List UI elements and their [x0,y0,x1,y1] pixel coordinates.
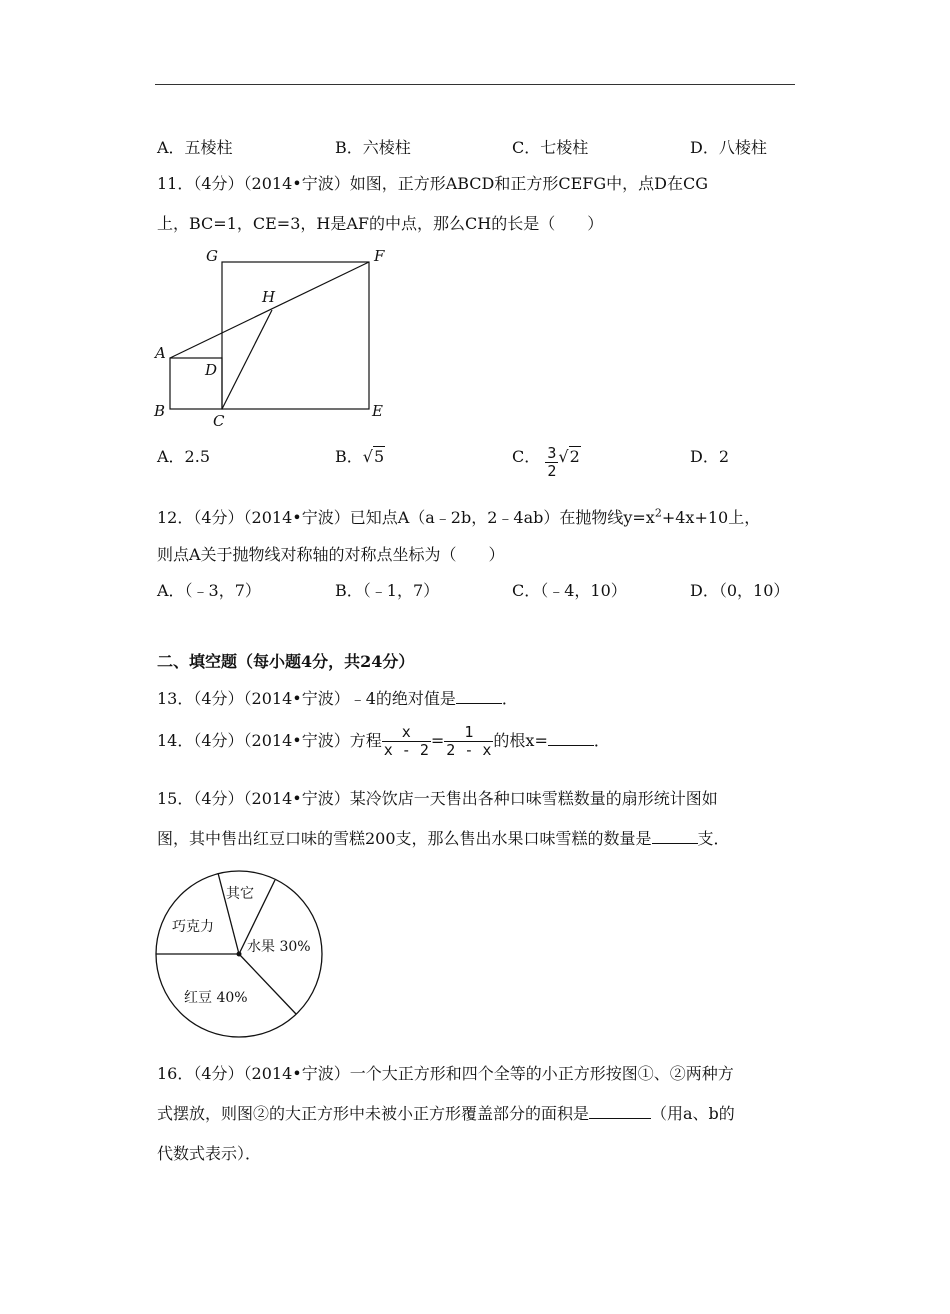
q11-option-c-radicand: 2 [569,447,580,466]
q14-fraction-1 [382,724,431,759]
label-e: E [372,402,383,420]
q14-answer-blank[interactable] [548,731,594,746]
frac-den: 2 - x [446,741,492,759]
q16-line-1: 16．（4分）（2014•宁波）一个大正方形和四个全等的小正方形按图①、②两种方 [157,1064,734,1083]
label-c: C [213,412,225,430]
q12-option-d[interactable]: D．（0，10） [690,581,790,600]
q10-option-a[interactable]: A．五棱柱 [157,138,233,157]
q13-answer-blank[interactable] [456,689,502,704]
label-f: F [374,247,385,265]
q14-post: 的根x= [493,731,548,750]
q13-text: 13．（4分）（2014•宁波）﹣4的绝对值是 [157,689,456,708]
segment-ch [222,310,272,409]
frac-num: x [382,724,431,742]
q11-option-c[interactable] [512,444,581,480]
sqrt-icon: √ [362,447,373,466]
q11-option-c-fraction [545,445,558,480]
label-b: B [154,402,166,420]
q12-exponent: 2 [654,506,662,520]
q15-answer-blank[interactable] [652,829,698,844]
q13-end: ． [501,689,518,708]
label-a: A [155,344,166,362]
label-g: G [206,247,218,265]
segment-af [170,262,369,358]
q16-line-3: 代数式表示）． [157,1144,262,1163]
q16-answer-blank[interactable] [589,1104,651,1119]
q14-pre: 14．（4分）（2014•宁波）方程 [157,731,382,750]
q12-option-a[interactable]: A．（﹣3，7） [157,581,261,600]
pie-label-fruit: 水果 30% [247,939,311,955]
pie-center-dot [237,952,242,957]
square-cefg [222,262,369,409]
header-rule [155,84,795,85]
q12-option-c[interactable]: C．（﹣4，10） [512,581,627,600]
q15-line-2 [157,826,730,849]
q12-line-1-pre: 12．（4分）（2014•宁波）已知点A（a﹣2b，2﹣4ab）在抛物线y=x [157,508,655,527]
q11-option-b[interactable] [335,444,385,467]
q10-option-c[interactable]: C．七棱柱 [512,138,589,157]
q14-equals: = [430,731,445,750]
q10-option-b[interactable]: B．六棱柱 [335,138,411,157]
q16-line-2 [157,1101,735,1124]
q12-line-2: 则点A关于抛物线对称轴的对称点坐标为（ ） [157,545,505,564]
q12-option-b[interactable]: B．（﹣1，7） [335,581,440,600]
label-d: D [205,361,218,379]
frac-num: 3 [547,444,557,462]
q11-option-b-prefix: B． [335,447,363,466]
q14-line [157,724,610,759]
q11-option-b-radicand: 5 [373,447,385,466]
q15-line-1: 15．（4分）（2014•宁波）某冷饮店一天售出各种口味雪糕数量的扇形统计图如 [157,789,718,808]
pie-label-redbean: 红豆 40% [184,990,248,1006]
section-2-title: 二、填空题（每小题4分，共24分） [157,652,415,671]
pie-label-chocolate: 巧克力 [172,919,214,935]
pie-label-other: 其它 [226,886,254,902]
q11-option-d[interactable]: D．2 [690,447,730,466]
q10-option-d[interactable]: D．八棱柱 [690,138,767,157]
q11-geometry-figure [150,244,390,434]
q11-option-c-prefix: C． [512,447,541,466]
q14-end: ． [593,731,610,750]
q13-line [157,686,518,709]
label-h: H [262,288,276,306]
q15-line-2-end: 支． [697,829,730,848]
q16-line-2-post: （用a、b的 [651,1104,735,1123]
frac-den: 2 [547,462,557,480]
q11-line-1: 11．（4分）（2014•宁波）如图，正方形ABCD和正方形CEFG中，点D在CG [157,174,709,193]
sqrt-icon: √ [558,447,569,466]
q16-line-2-pre: 式摆放，则图②的大正方形中未被小正方形覆盖部分的面积是 [157,1104,590,1123]
q11-option-a[interactable]: A．2.5 [157,447,211,466]
q12-line-1-post: +4x+10上， [661,508,761,527]
frac-num: 1 [444,724,493,742]
frac-den: x - 2 [383,741,429,759]
q11-line-2: 上，BC=1，CE=3，H是AF的中点，那么CH的长是（ ） [157,214,604,233]
q12-line-1 [157,505,760,528]
q14-fraction-2 [444,724,493,759]
q15-line-2-pre: 图，其中售出红豆口味的雪糕200支，那么售出水果口味雪糕的数量是 [157,829,652,848]
q15-pie-chart [150,864,330,1044]
